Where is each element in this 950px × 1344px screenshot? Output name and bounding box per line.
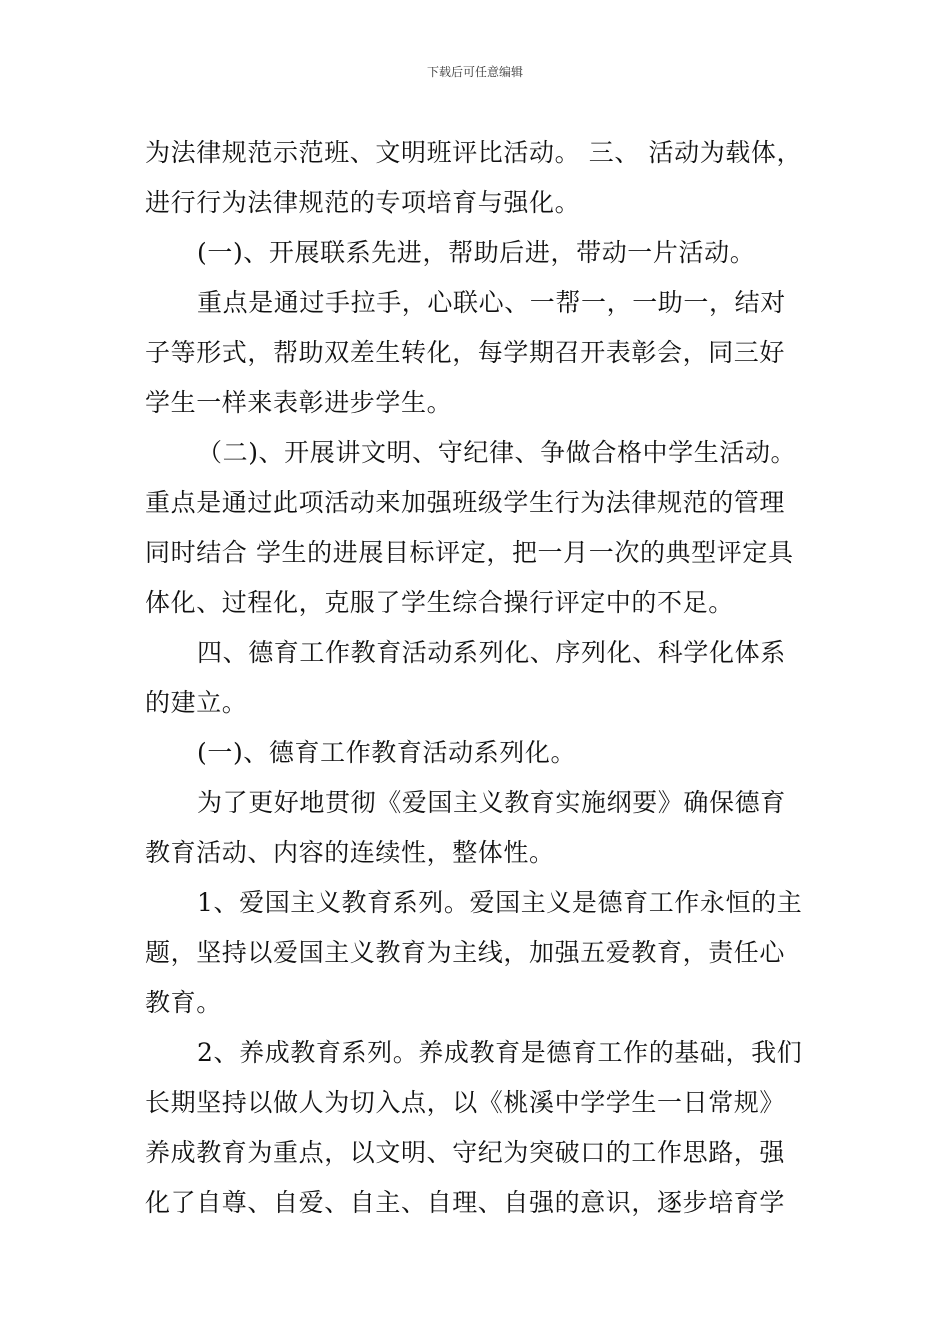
page-header-note: 下载后可任意编辑 — [426, 65, 523, 79]
text-line: 题，坚持以爱国主义教育为主线，加强五爱教育，责任心 — [145, 938, 786, 967]
text-line: 学生一样来表彰进步学生。 — [145, 388, 453, 417]
text-line: 1、爱国主义教育系列。爱国主义是德育工作永恒的主 — [197, 888, 803, 917]
text-line: 重点是通过手拉手，心联心、一帮一，一助一，结对 — [197, 288, 786, 317]
text-line: 的建立。 — [145, 688, 248, 717]
text-line: 养成教育为重点，以文明、守纪为突破口的工作思路，强 — [145, 1138, 786, 1167]
text-line: 进行行为法律规范的专项培育与强化。 — [145, 188, 581, 217]
text-line: 化了自尊、自爱、自主、自理、自强的意识，逐步培育学 — [145, 1188, 786, 1217]
text-line: 重点是通过此项活动来加强班级学生行为法律规范的管理 — [145, 488, 786, 517]
text-line: 为了更好地贯彻《爱国主义教育实施纲要》确保德育 — [197, 788, 786, 817]
text-line: 教育活动、内容的连续性，整体性。 — [145, 838, 555, 867]
section-heading: (一)、德育工作教育活动系列化。 — [197, 738, 577, 767]
document-body — [145, 128, 810, 1228]
section-heading: 四、德育工作教育活动系列化、序列化、科学化体系 — [197, 638, 786, 667]
text-line: 长期坚持以做人为切入点，以《桃溪中学学生一日常规》 — [145, 1088, 786, 1117]
text-line: 体化、过程化，克服了学生综合操行评定中的不足。 — [145, 588, 734, 617]
section-heading: （二)、开展讲文明、守纪律、争做合格中学生活动。 — [197, 438, 797, 467]
text-line: 为法律规范示范班、文明班评比活动。 三、 活动为载体， — [145, 138, 803, 167]
text-line: 2、养成教育系列。养成教育是德育工作的基础，我们 — [197, 1038, 803, 1067]
text-line: 子等形式，帮助双差生转化，每学期召开表彰会，同三好 — [145, 338, 786, 367]
section-heading: (一)、开展联系先进，帮助后进，带动一片活动。 — [197, 238, 756, 267]
text-line: 教育。 — [145, 988, 222, 1017]
text-line: 同时结合 学生的进展目标评定，把一月一次的典型评定具 — [145, 538, 794, 567]
